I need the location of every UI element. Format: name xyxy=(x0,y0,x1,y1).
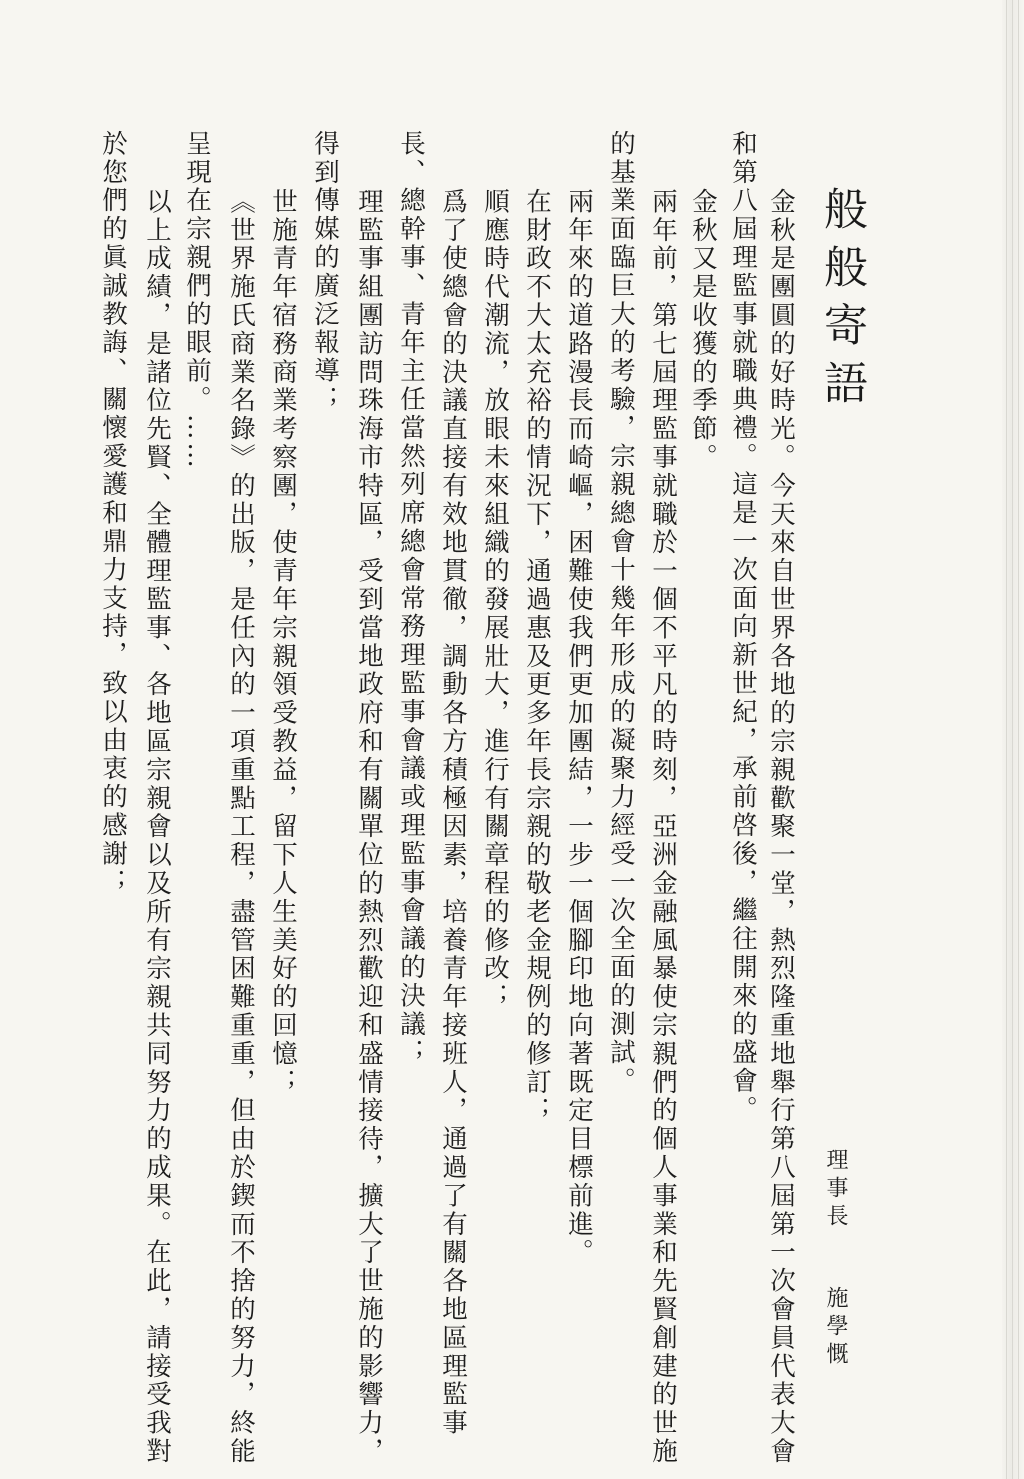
text-column-10: 長、總幹事、青年主任當然列席總會常務理監事會議或理監事會議的決議； xyxy=(396,130,426,1068)
page-edge-line xyxy=(1006,0,1007,1479)
text-column-11: 理監事組團訪問珠海市特區，受到當地政府和有關單位的熱烈歡迎和盛情接待，擴大了世施的影響力， xyxy=(354,188,384,1466)
page-edge-line xyxy=(1012,0,1013,1479)
text-column-6: 兩年來的道路漫長而崎嶇，困難使我們更加團結，一步一個腳印地向著既定目標前進。 xyxy=(564,188,594,1268)
page-edge xyxy=(1002,0,1024,1479)
text-column-14: 《世界施氏商業名錄》的出版，是任內的一項重點工程，盡管困難重重，但由於鍥而不捨的努力，終能 xyxy=(226,188,256,1466)
text-column-9: 爲了使總會的決議直接有效地貫徹，調動各方積極因素，培養青年接班人，通過了有關各地區理監事 xyxy=(438,188,468,1438)
text-column-12: 得到傳媒的廣泛報導； xyxy=(310,130,340,414)
text-column-13: 世施青年宿務商業考察團，使青年宗親領受教益，留下人生美好的回憶； xyxy=(268,188,298,1097)
text-column-16: 以上成績，是諸位先賢、全體理監事、各地區宗親會以及所有宗親共同努力的成果。在此，請接受我對 xyxy=(142,188,172,1466)
text-column-15: 呈現在宗親們的眼前。…… xyxy=(182,130,212,471)
text-column-17: 於您們的眞誠教誨、關懷愛護和鼎力支持，致以由衷的感謝； xyxy=(98,130,128,897)
text-column-4: 兩年前，第七屆理監事就職於一個不平凡的時刻，亞洲金融風暴使宗親們的個人事業和先賢創建的世施 xyxy=(648,188,678,1466)
signer-name: 施學慨 xyxy=(823,1286,848,1370)
text-column-7: 在財政不大太充裕的情況下，通過惠及更多年長宗親的敬老金規例的修訂； xyxy=(522,188,552,1126)
document-title: 般般寄語 xyxy=(816,186,867,418)
text-column-5: 的基業面臨巨大的考驗，宗親總會十幾年形成的凝聚力經受一次全面的測試。 xyxy=(606,130,636,1096)
signer-position: 理事長 xyxy=(823,1148,848,1232)
page-edge-line xyxy=(1018,0,1019,1479)
text-column-2: 和第八屆理監事就職典禮。這是一次面向新世紀，承前啓後，繼往開來的盛會。 xyxy=(728,130,758,1124)
text-column-8: 順應時代潮流，放眼未來組織的發展壯大，進行有關章程的修改； xyxy=(480,188,510,1012)
text-column-3: 金秋又是收獲的季節。 xyxy=(688,188,718,472)
text-column-1: 金秋是團圓的好時光。今天來自世界各地的宗親歡聚一堂，熱烈隆重地舉行第八屆第一次會員代表大會 xyxy=(766,188,796,1466)
